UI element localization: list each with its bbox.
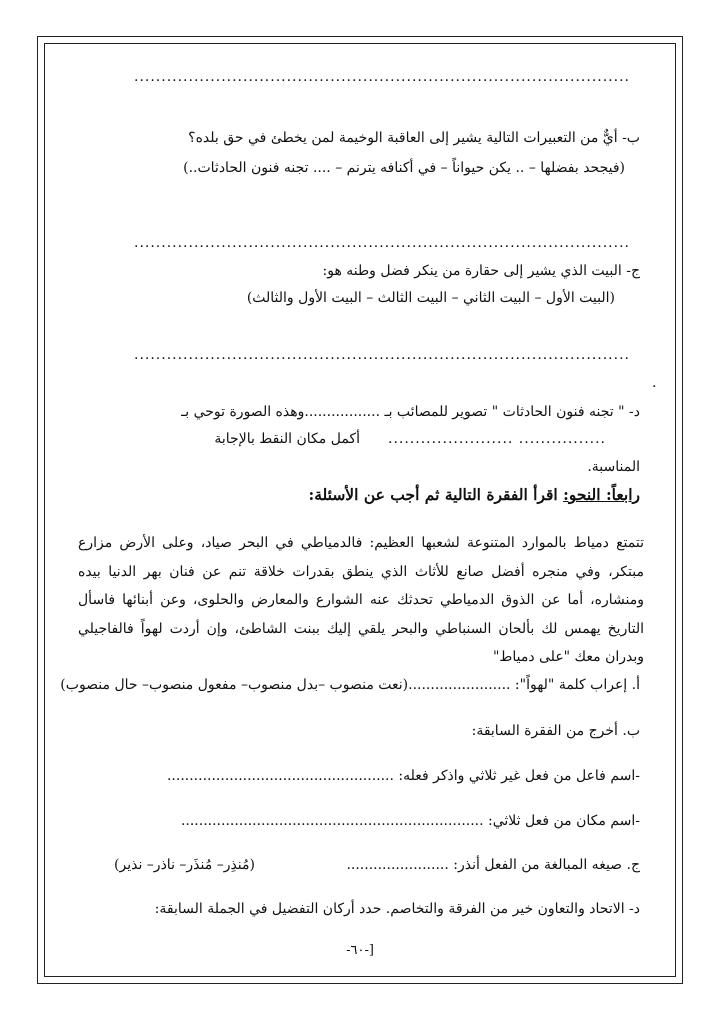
question-d-instruction: أكمل مكان النقط بالإجابة: [214, 431, 360, 447]
page-border-inner: [44, 43, 676, 977]
section-heading: [308, 486, 640, 504]
grammar-question-a: أ. إعراب كلمة "لهواً": .......................(نعت منصوب –بدل منصوب– مفعول منصوب– حال منصوب): [60, 677, 640, 693]
question-d-end: المناسبة.: [587, 459, 640, 475]
section-heading-label: رابعاً: النحو:: [563, 485, 640, 504]
question-c: ج- البيت الذي يشير إلى حقارة من ينكر فضل وطنه هو:: [322, 263, 640, 279]
question-b-options: (فيجحد بفضلها – .. يكن حيواناً – في أكنافه يترنم – .... تجنه فنون الحادثات..): [183, 160, 625, 176]
grammar-question-b: ب. أخرج من الفقرة السابقة:: [471, 723, 640, 739]
answer-dots-line: ...........................................................................................: [134, 347, 630, 363]
section-heading-text: اقرأ الفقرة التالية ثم أجب عن الأسئلة:: [308, 485, 564, 504]
grammar-question-d: د- الاتحاد والتعاون خير من الفرقة والتخاصم. حدد أركان التفضيل في الجملة السابقة:: [154, 901, 640, 917]
question-c-options: (البيت الأول – البيت الثاني – البيت الثالث – البيت الأول والثالث): [246, 290, 615, 306]
grammar-question-b1: -اسم فاعل من فعل غير ثلاثي واذكر فعله: ...................................................: [166, 768, 640, 784]
question-d-line: د- " تجنه فنون الحادثات " تصوير للمصائب بـ .................وهذه الصورة توحي بـ: [181, 404, 640, 420]
grammar-question-b2: -اسم مكان من فعل ثلاثي: ....................................................................: [180, 813, 640, 829]
answer-dots-line: ...........................................................................................: [134, 69, 630, 85]
reading-paragraph: تتمتع دمياط بالموارد المتنوعة لشعبها العظيم: فالدمياطي في البحر صياد، وعلى الأرض مزارع مبتكر، وفي منجره أفضل صانع للأثاث الذي ينطق بقدرات خلاقة تنم عن فنان بهر الدنيا بيده ومنشاره، أما عن الذوق الدمياطي تحدثك عنه الشوارع والمعارض والحلوى، وعن أبنائها فاسأل التاريخ يهمس لك بألحان السنباطي والبحر يلقي إليك ببنت الشاطئ، وإن أردت لهواً فالفاجيلي وبدران معك "على دمياط": [78, 535, 644, 665]
answer-dots-line: ...........................................................................................: [134, 235, 630, 251]
grammar-question-c-options: (مُنذِر– مُنذَر– ناذر– نذير): [114, 857, 255, 873]
question-b: ب- أيٌّ من التعبيرات التالية يشير إلى العاقبة الوخيمة لمن يخطئ في حق بلده؟: [188, 130, 640, 146]
dot-mark: .: [652, 375, 657, 391]
grammar-question-c: ج. صيغه المبالغة من الفعل أنذر: .......................: [346, 857, 640, 873]
page-number: -٦٠-]: [346, 943, 374, 958]
answer-dots-line: ....................... ................: [388, 431, 607, 447]
